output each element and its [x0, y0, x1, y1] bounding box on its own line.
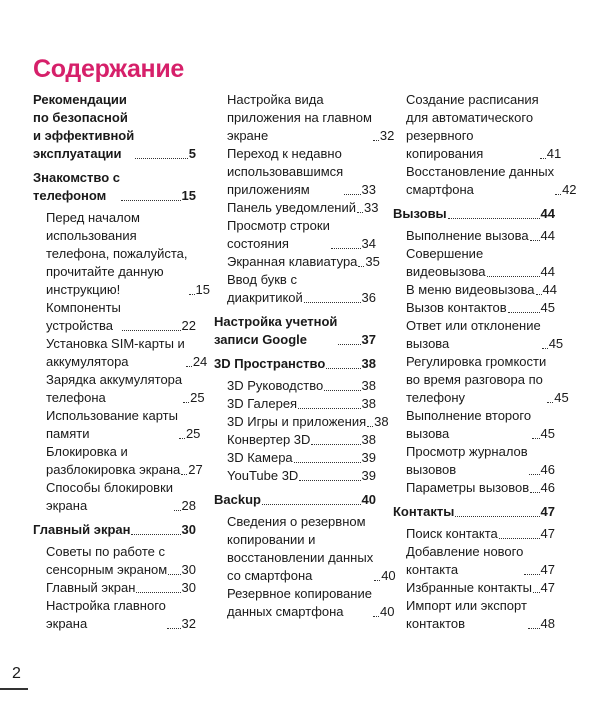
- toc-entry-line: 3D Руководство: [227, 378, 324, 393]
- dot-leader: [374, 580, 380, 581]
- dot-leader: [499, 538, 540, 539]
- toc-page-number: 44: [542, 282, 557, 297]
- toc-entry: [393, 91, 562, 163]
- toc-page-number: 32: [181, 616, 196, 631]
- toc-entry: [214, 467, 376, 485]
- page-title: Содержание: [33, 55, 185, 83]
- toc-entry-title: [406, 353, 546, 407]
- toc-page-number: 40: [379, 604, 395, 619]
- dot-leader: [183, 402, 189, 403]
- toc-section-entry: [33, 91, 196, 163]
- toc-entry-title: [33, 169, 120, 205]
- toc-section-entry: [214, 313, 376, 349]
- toc-page-number: 44: [540, 206, 555, 221]
- toc-entry-title: [227, 145, 343, 199]
- toc-page-number: 30: [181, 562, 196, 577]
- toc-entry-title: [227, 271, 303, 307]
- toc-page-number: 38: [361, 378, 376, 393]
- dot-leader: [530, 240, 540, 241]
- toc-entry-title: [46, 443, 180, 479]
- toc-entry: [393, 299, 555, 317]
- dot-leader: [357, 212, 363, 213]
- toc-entry-title: [406, 407, 531, 443]
- toc-section-entry: [393, 503, 555, 521]
- toc-entry: [33, 597, 196, 633]
- dot-leader: [136, 592, 180, 593]
- toc-entry-line: экрана: [46, 616, 88, 631]
- toc-page-number: 15: [181, 188, 196, 203]
- toc-entry-line: Экранная клавиатура: [227, 254, 358, 269]
- toc-entry-title: [227, 513, 373, 585]
- toc-page-number: 45: [554, 390, 569, 405]
- toc-page-number: 46: [540, 480, 555, 495]
- toc-entry-line: Знакомство с: [33, 170, 120, 185]
- toc-page-number: 37: [361, 332, 376, 347]
- toc-entry: [393, 281, 555, 299]
- toc-entry-line: по безопасной: [33, 110, 128, 125]
- toc-entry-title: [406, 91, 539, 163]
- toc-page-number: 30: [181, 580, 196, 595]
- toc-entry-line: 3D Галерея: [227, 396, 298, 411]
- toc-entry: [33, 443, 203, 479]
- toc-entry-line: состояния: [227, 236, 289, 251]
- toc-entry-line: Просмотр журналов: [406, 444, 528, 459]
- dot-leader: [373, 616, 379, 617]
- toc-entry-title: [406, 317, 541, 353]
- dot-leader: [532, 438, 539, 439]
- toc-entry-line: сенсорным экраном: [46, 562, 168, 577]
- dot-leader: [181, 474, 187, 475]
- footer-rule: [0, 688, 28, 690]
- toc-page-number: 47: [540, 504, 555, 519]
- dot-leader: [294, 462, 361, 463]
- toc-entry-title: [227, 449, 293, 467]
- dot-leader: [448, 218, 540, 219]
- toc-entry-line: эксплуатации: [33, 146, 122, 161]
- toc-entry-title: [46, 407, 178, 443]
- toc-entry-line: Backup: [214, 492, 261, 507]
- toc-page-number: 5: [188, 146, 196, 161]
- toc-entry-line: Регулировка громкости: [406, 354, 547, 369]
- toc-entry-title: [46, 371, 182, 407]
- toc-entry-title: [406, 163, 554, 199]
- toc-page-number: 33: [364, 200, 379, 215]
- toc-page-number: 45: [548, 336, 564, 351]
- toc-entry-line: телефона, пожалуйста,: [46, 246, 188, 261]
- toc-entry-line: телефона: [46, 390, 106, 405]
- toc-entry-line: экрана: [46, 498, 88, 513]
- toc-page-number: 41: [546, 146, 562, 161]
- dot-leader: [508, 312, 540, 313]
- toc-entry-line: Выполнение второго: [406, 408, 532, 423]
- toc-entry-title: [406, 245, 486, 281]
- toc-page-number: 45: [540, 426, 555, 441]
- toc-entry-line: для автоматического: [406, 110, 534, 125]
- toc-page-number: 24: [192, 354, 208, 369]
- toc-entry-title: [406, 281, 535, 299]
- toc-entry: [33, 209, 210, 299]
- toc-entry-line: Выполнение вызова: [406, 228, 529, 243]
- toc-entry-line: Главный экран: [46, 580, 136, 595]
- toc-entry: [214, 449, 376, 467]
- toc-entry-title: [227, 467, 298, 485]
- toc-entry-line: Ввод букв с: [227, 272, 297, 287]
- toc-entry-line: Вызов контактов: [406, 300, 507, 315]
- toc-entry-title: [406, 479, 529, 497]
- toc-entry-line: Рекомендации: [33, 92, 127, 107]
- toc-entry-line: Использование карты: [46, 408, 178, 423]
- toc-entry-line: Перед началом: [46, 210, 140, 225]
- toc-entry-title: [406, 227, 529, 245]
- toc-entry-line: инструкцию!: [46, 282, 121, 297]
- toc-entry: [33, 543, 196, 579]
- toc-entry-line: Настройка главного: [46, 598, 166, 613]
- toc-page-number: 47: [540, 562, 555, 577]
- toc-entry: [33, 579, 196, 597]
- toc-entry-line: использовавшимся: [227, 164, 344, 179]
- toc-entry: [214, 217, 376, 253]
- toc-column-3: [393, 91, 577, 633]
- toc-entry-title: [46, 597, 166, 633]
- toc-entry-title: [227, 431, 310, 449]
- dot-leader: [487, 276, 540, 277]
- toc-entry-line: Параметры вызовов: [406, 480, 530, 495]
- toc-entry: [393, 163, 577, 199]
- toc-entry-line: Установка SIM-карты и: [46, 336, 185, 351]
- toc-entry: [214, 145, 376, 199]
- dot-leader: [536, 294, 542, 295]
- toc-entry-line: Импорт или экспорт: [406, 598, 527, 613]
- toc-entry: [393, 443, 555, 479]
- toc-page-number: 45: [540, 300, 555, 315]
- toc-page-number: 36: [361, 290, 376, 305]
- toc-entry: [214, 253, 380, 271]
- toc-entry-line: вызовов: [406, 462, 457, 477]
- toc-entry-line: телефоном: [33, 188, 107, 203]
- toc-entry: [214, 431, 376, 449]
- toc-entry-line: вызова: [406, 336, 450, 351]
- toc-page-number: 38: [374, 414, 389, 429]
- toc-entry-title: [214, 313, 337, 349]
- toc-entry-line: памяти: [46, 426, 90, 441]
- toc-entry-line: Вызовы: [393, 206, 447, 221]
- toc-entry-title: [227, 377, 323, 395]
- toc-entry-title: [227, 585, 372, 621]
- toc-entry: [214, 395, 376, 413]
- toc-entry: [214, 199, 379, 217]
- dot-leader: [540, 158, 546, 159]
- toc-entry: [214, 585, 395, 621]
- toc-entry-line: аккумулятора: [46, 354, 129, 369]
- toc-entry-line: 3D Камера: [227, 450, 293, 465]
- dot-leader: [530, 492, 539, 493]
- toc-entry-line: Компоненты: [46, 300, 121, 315]
- toc-section-entry: [33, 521, 196, 539]
- toc-entry-line: копировании и: [227, 532, 316, 547]
- dot-leader: [524, 574, 539, 575]
- toc-entry: [33, 335, 208, 371]
- toc-entry-line: использования: [46, 228, 137, 243]
- toc-section-entry: [393, 205, 555, 223]
- toc-entry-line: видеовызова: [406, 264, 486, 279]
- toc-page-number: 32: [379, 128, 395, 143]
- toc-entry-line: 3D Пространство: [214, 356, 326, 371]
- dot-leader: [555, 194, 561, 195]
- dot-leader: [529, 474, 540, 475]
- toc-entry-title: [227, 91, 372, 145]
- toc-entry: [393, 407, 555, 443]
- toc-entry-title: [214, 355, 325, 373]
- toc-section-entry: [214, 491, 376, 509]
- dot-leader: [179, 438, 185, 439]
- toc-entry-line: Восстановление данных: [406, 164, 555, 179]
- toc-entry: [393, 579, 555, 597]
- dot-leader: [135, 158, 188, 159]
- toc-entry-line: диакритикой: [227, 290, 303, 305]
- toc-entry: [33, 371, 205, 407]
- toc-entry-title: [33, 521, 130, 539]
- toc-entry-line: приложения на главном: [227, 110, 372, 125]
- toc-page-number: 48: [540, 616, 555, 631]
- toc-entry-title: [406, 543, 523, 579]
- toc-entry-line: Резервное копирование: [227, 586, 372, 601]
- toc-entry: [214, 91, 395, 145]
- toc-entry: [214, 413, 389, 431]
- toc-entry: [393, 543, 555, 579]
- toc-entry-title: [227, 413, 366, 431]
- toc-entry-line: 3D Игры и приложения: [227, 414, 367, 429]
- toc-entry-title: [393, 503, 454, 521]
- toc-page-number: 22: [181, 318, 196, 333]
- dot-leader: [367, 426, 373, 427]
- toc-entry-line: Ответ или отклонение: [406, 318, 541, 333]
- toc-entry: [33, 299, 196, 335]
- toc-entry: [214, 513, 396, 585]
- dot-leader: [299, 480, 360, 481]
- toc-entry-line: Совершение: [406, 246, 484, 261]
- toc-entry-line: Конвертер 3D: [227, 432, 311, 447]
- toc-page-number: 47: [540, 526, 555, 541]
- toc-entry: [393, 317, 564, 353]
- toc-entry-title: [46, 579, 135, 597]
- toc-entry-title: [406, 597, 527, 633]
- toc-page-number: 25: [185, 426, 201, 441]
- toc-entry-title: [406, 443, 528, 479]
- toc-page-number: 38: [361, 356, 376, 371]
- dot-leader: [122, 330, 181, 331]
- dot-leader: [542, 348, 548, 349]
- dot-leader: [533, 592, 540, 593]
- toc-entry-line: данных смартфона: [227, 604, 344, 619]
- dot-leader: [311, 444, 360, 445]
- toc-entry-title: [214, 491, 261, 509]
- toc-column-2: [214, 91, 396, 621]
- toc-page-number: 47: [540, 580, 555, 595]
- toc-page-number: 15: [195, 282, 210, 297]
- toc-entry-line: Способы блокировки: [46, 480, 174, 495]
- toc-entry-line: устройства: [46, 318, 113, 333]
- toc-entry-line: прочитайте данную: [46, 264, 164, 279]
- toc-page-number: 34: [361, 236, 376, 251]
- toc-entry-line: Советы по работе с: [46, 544, 165, 559]
- toc-page-number: 39: [361, 450, 376, 465]
- dot-leader: [331, 248, 361, 249]
- toc-entry-line: Добавление нового: [406, 544, 524, 559]
- toc-entry: [393, 525, 555, 543]
- toc-page-number: 44: [540, 264, 555, 279]
- dot-leader: [344, 194, 360, 195]
- toc-page-number: 35: [365, 254, 380, 269]
- toc-page-number: 38: [361, 432, 376, 447]
- toc-entry-line: резервного: [406, 128, 474, 143]
- toc-page-number: 25: [190, 390, 205, 405]
- toc-entry: [393, 353, 569, 407]
- toc-page-number: 40: [381, 568, 396, 583]
- toc-entry-line: В меню видеовызова: [406, 282, 535, 297]
- toc-entry-line: приложениям: [227, 182, 310, 197]
- page-number: 2: [12, 665, 21, 682]
- toc-entry-line: контакта: [406, 562, 459, 577]
- toc-entry-title: [46, 479, 173, 515]
- toc-entry-line: записи Google: [214, 332, 307, 347]
- toc-entry-line: Сведения о резервном: [227, 514, 366, 529]
- toc-entry: [393, 227, 555, 245]
- dot-leader: [189, 294, 195, 295]
- toc-entry-line: Панель уведомлений: [227, 200, 356, 215]
- dot-leader: [186, 366, 192, 367]
- dot-leader: [262, 504, 361, 505]
- toc-entry-line: восстановлении данных: [227, 550, 374, 565]
- toc-entry-title: [406, 579, 532, 597]
- toc-page-number: 46: [540, 462, 555, 477]
- toc-entry-title: [33, 91, 134, 163]
- dot-leader: [174, 510, 181, 511]
- toc-entry-line: Зарядка аккумулятора: [46, 372, 183, 387]
- toc-column-1: [33, 91, 210, 633]
- toc-entry: [214, 271, 376, 307]
- toc-entry-title: [406, 299, 507, 317]
- toc-entry-line: со смартфона: [227, 568, 313, 583]
- toc-entry-line: смартфона: [406, 182, 474, 197]
- toc-page-number: 38: [361, 396, 376, 411]
- toc-entry-line: копирования: [406, 146, 484, 161]
- toc-section-entry: [214, 355, 376, 373]
- dot-leader: [373, 140, 379, 141]
- toc-entry-line: экране: [227, 128, 269, 143]
- toc-section-entry: [33, 169, 196, 205]
- toc-page-number: 40: [361, 492, 376, 507]
- toc-entry-title: [393, 205, 447, 223]
- toc-entry-line: Просмотр строки: [227, 218, 330, 233]
- toc-entry-line: разблокировка экрана: [46, 462, 181, 477]
- dot-leader: [358, 266, 364, 267]
- dot-leader: [304, 302, 361, 303]
- toc-entry-title: [227, 253, 357, 271]
- toc-entry-title: [46, 209, 188, 299]
- dot-leader: [168, 574, 180, 575]
- toc-entry: [214, 377, 376, 395]
- toc-entry-line: Контакты: [393, 504, 455, 519]
- toc-entry-line: во время разговора по: [406, 372, 543, 387]
- toc-entry-line: YouTube 3D: [227, 468, 299, 483]
- toc-entry-title: [406, 525, 498, 543]
- toc-entry-line: Настройка вида: [227, 92, 324, 107]
- toc-entry: [33, 479, 196, 515]
- toc-page-number: 44: [540, 228, 555, 243]
- dot-leader: [528, 628, 540, 629]
- toc-entry-title: [46, 335, 185, 371]
- dot-leader: [298, 408, 360, 409]
- toc-entry-line: Переход к недавно: [227, 146, 342, 161]
- toc-page-number: 28: [181, 498, 196, 513]
- toc-page-number: 27: [188, 462, 203, 477]
- toc-page-number: 39: [361, 468, 376, 483]
- toc-entry-line: Настройка учетной: [214, 314, 338, 329]
- dot-leader: [338, 344, 360, 345]
- toc-entry: [393, 245, 555, 281]
- dot-leader: [326, 368, 360, 369]
- toc-entry: [393, 597, 555, 633]
- toc-entry-line: вызова: [406, 426, 450, 441]
- toc-page-number: 30: [181, 522, 196, 537]
- toc-entry-line: Блокировка и: [46, 444, 128, 459]
- dot-leader: [455, 516, 539, 517]
- toc-page-number: 42: [562, 182, 577, 197]
- toc-entry-line: контактов: [406, 616, 466, 631]
- toc-entry-title: [227, 395, 297, 413]
- toc-entry-line: телефону: [406, 390, 466, 405]
- dot-leader: [121, 200, 181, 201]
- toc-entry-title: [227, 217, 330, 253]
- toc-entry-line: Главный экран: [33, 522, 131, 537]
- toc-entry-title: [46, 299, 121, 335]
- toc-entry-line: Создание расписания: [406, 92, 539, 107]
- dot-leader: [167, 628, 181, 629]
- dot-leader: [324, 390, 360, 391]
- toc-entry-line: Поиск контакта: [406, 526, 498, 541]
- dot-leader: [547, 402, 553, 403]
- toc-entry-title: [46, 543, 167, 579]
- toc-entry-line: и эффективной: [33, 128, 135, 143]
- toc-entry-title: [227, 199, 356, 217]
- toc-page-number: 33: [361, 182, 376, 197]
- toc-entry: [33, 407, 201, 443]
- toc-entry: [393, 479, 555, 497]
- dot-leader: [131, 534, 180, 535]
- toc-entry-line: Избранные контакты: [406, 580, 533, 595]
